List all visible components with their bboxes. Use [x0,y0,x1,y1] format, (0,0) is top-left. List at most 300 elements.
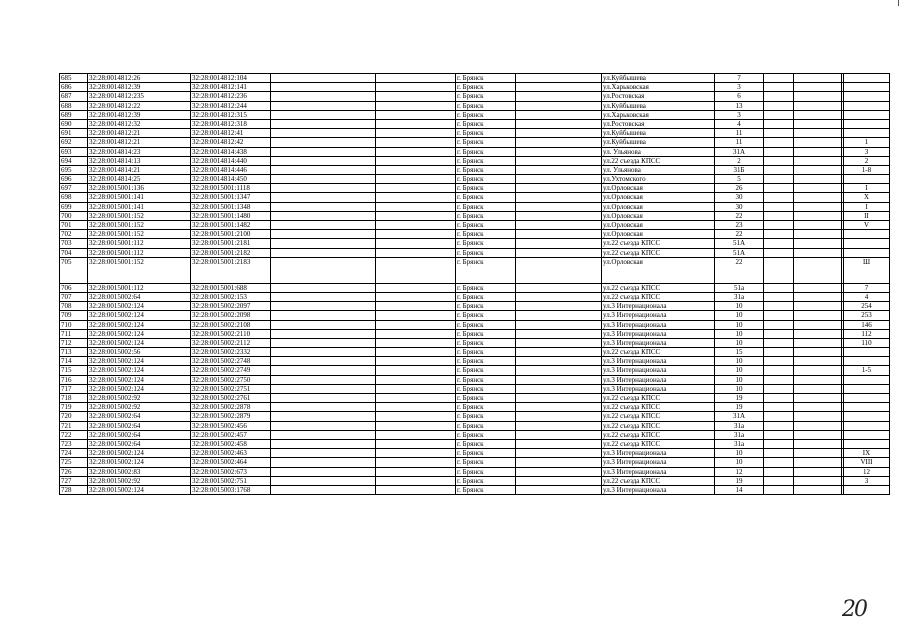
empty-col-d [764,101,794,110]
cadastral-number-object: 32:28:0015002:2332 [191,348,271,357]
empty-col-c [516,357,602,366]
table-row [60,101,890,110]
empty-col-c [516,421,602,430]
row-number: 704 [60,248,88,257]
city-cell: г. Брянск [456,357,516,366]
city-cell: г. Брянск [456,439,516,448]
cadastral-number-object: 32:28:0015001:1348 [191,202,271,211]
apartment-cell [844,412,890,421]
table-row [60,147,890,156]
empty-col-a [271,119,376,128]
row-number: 716 [60,375,88,384]
empty-col-e [794,202,842,211]
house-cell: 22 [715,257,764,283]
empty-col-e [794,449,842,458]
empty-col-e [794,366,842,375]
empty-col-d [764,74,794,83]
empty-col-c [516,248,602,257]
table-row [60,449,890,458]
empty-col-a [271,175,376,184]
empty-col-a [271,412,376,421]
street-cell: ул.3 Интернационала [602,357,715,366]
empty-col-c [516,430,602,439]
apartment-cell [844,403,890,412]
empty-col-d [764,329,794,338]
cadastral-number-parcel: 32:28:0015001:152 [88,257,191,283]
street-cell: ул.3 Интернационала [602,338,715,347]
row-number: 725 [60,458,88,467]
table-row [60,320,890,329]
cadastral-number-object: 32:28:0015002:153 [191,292,271,301]
empty-col-a [271,74,376,83]
empty-col-d [764,230,794,239]
empty-col-c [516,283,602,292]
cadastral-number-object: 32:28:0015002:2098 [191,311,271,320]
house-cell: 3 [715,110,764,119]
empty-col-c [516,467,602,476]
cadastral-number-parcel: 32:28:0014814:23 [88,147,191,156]
empty-col-b [376,119,456,128]
row-number: 715 [60,366,88,375]
empty-col-d [764,202,794,211]
row-number: 692 [60,138,88,147]
empty-col-e [794,384,842,393]
empty-col-b [376,230,456,239]
street-cell: ул. Ульянова [602,165,715,174]
empty-col-d [764,257,794,283]
table-row [60,138,890,147]
empty-col-b [376,110,456,119]
street-cell: ул.3 Интернационала [602,384,715,393]
apartment-cell: 7 [844,283,890,292]
empty-col-d [764,221,794,230]
street-cell: ул.Орловская [602,202,715,211]
city-cell: г. Брянск [456,138,516,147]
empty-col-c [516,449,602,458]
empty-col-e [794,257,842,283]
table-row [60,92,890,101]
row-number: 728 [60,485,88,494]
empty-col-d [764,283,794,292]
cadastral-number-object: 32:28:0015002:2879 [191,412,271,421]
street-cell: ул.3 Интернационала [602,449,715,458]
house-cell: 10 [715,302,764,311]
apartment-cell [844,110,890,119]
house-cell: 22 [715,230,764,239]
apartment-cell [844,384,890,393]
street-cell: ул.3 Интернационала [602,311,715,320]
empty-col-e [794,129,842,138]
street-cell: ул.22 съезда КПСС [602,430,715,439]
empty-col-c [516,83,602,92]
cadastral-number-parcel: 32:28:0014812:21 [88,129,191,138]
street-cell: ул.3 Интернационала [602,329,715,338]
empty-col-a [271,283,376,292]
apartment-cell [844,430,890,439]
street-cell: ул.Куйбышева [602,74,715,83]
empty-col-c [516,92,602,101]
empty-col-b [376,485,456,494]
cadastral-number-parcel: 32:28:0015002:124 [88,329,191,338]
city-cell: г. Брянск [456,283,516,292]
empty-col-c [516,384,602,393]
apartment-cell: 1-5 [844,366,890,375]
empty-col-a [271,184,376,193]
empty-col-c [516,230,602,239]
apartment-cell: I [844,184,890,193]
table-row [60,283,890,292]
table-row [60,375,890,384]
empty-col-e [794,311,842,320]
cadastral-number-parcel: 32:28:0015002:124 [88,311,191,320]
table-row [60,83,890,92]
empty-col-d [764,375,794,384]
empty-col-e [794,156,842,165]
empty-col-a [271,129,376,138]
table-row [60,412,890,421]
street-cell: ул.Куйбышева [602,129,715,138]
empty-col-c [516,348,602,357]
row-number: 707 [60,292,88,301]
empty-col-d [764,211,794,220]
cadastral-number-parcel: 32:28:0015001:141 [88,202,191,211]
cadastral-number-parcel: 32:28:0015002:124 [88,338,191,347]
house-cell: 30 [715,202,764,211]
table-row [60,202,890,211]
house-cell: 31а [715,439,764,448]
empty-col-d [764,394,794,403]
apartment-cell [844,101,890,110]
empty-col-e [794,329,842,338]
empty-col-a [271,311,376,320]
street-cell: ул.22 съезда КПСС [602,476,715,485]
empty-col-c [516,394,602,403]
empty-col-d [764,430,794,439]
city-cell: г. Брянск [456,101,516,110]
city-cell: г. Брянск [456,74,516,83]
street-cell: ул.22 съезда КПСС [602,156,715,165]
cadastral-number-object: 32:28:0014812:41 [191,129,271,138]
empty-col-e [794,248,842,257]
city-cell: г. Брянск [456,119,516,128]
empty-col-b [376,329,456,338]
cadastral-number-object: 32:28:0015001:2100 [191,230,271,239]
empty-col-b [376,338,456,347]
empty-col-c [516,175,602,184]
row-number: 701 [60,221,88,230]
house-cell: 51А [715,239,764,248]
cadastral-number-parcel: 32:28:0015002:64 [88,412,191,421]
table-row [60,175,890,184]
cadastral-number-object: 32:28:0015001:1480 [191,211,271,220]
table-row [60,357,890,366]
empty-col-a [271,302,376,311]
row-number: 694 [60,156,88,165]
empty-col-d [764,302,794,311]
empty-col-b [376,283,456,292]
house-cell: 19 [715,403,764,412]
empty-col-c [516,165,602,174]
empty-col-c [516,74,602,83]
cadastral-number-object: 32:28:0015001:2183 [191,257,271,283]
street-cell: ул.22 съезда КПСС [602,283,715,292]
table-row [60,476,890,485]
cadastral-number-object: 32:28:0014814:440 [191,156,271,165]
row-number: 726 [60,467,88,476]
apartment-cell [844,348,890,357]
street-cell: ул.22 съезда КПСС [602,248,715,257]
empty-col-a [271,239,376,248]
city-cell: г. Брянск [456,485,516,494]
cadastral-number-parcel: 32:28:0015002:124 [88,302,191,311]
house-cell: 10 [715,311,764,320]
cadastral-number-parcel: 32:28:0015001:152 [88,221,191,230]
cadastral-number-object: 32:28:0015002:2751 [191,384,271,393]
cadastral-number-object: 32:28:0015002:2761 [191,394,271,403]
empty-col-a [271,421,376,430]
house-cell: 31а [715,292,764,301]
apartment-cell: 146 [844,320,890,329]
empty-col-e [794,430,842,439]
empty-col-e [794,283,842,292]
table-row [60,430,890,439]
empty-col-b [376,311,456,320]
empty-col-c [516,476,602,485]
empty-col-b [376,476,456,485]
city-cell: г. Брянск [456,184,516,193]
cadastral-number-object: 32:28:0015002:673 [191,467,271,476]
city-cell: г. Брянск [456,165,516,174]
empty-col-d [764,412,794,421]
street-cell: ул.3 Интернационала [602,485,715,494]
row-number: 688 [60,101,88,110]
house-cell: 10 [715,338,764,347]
empty-col-c [516,101,602,110]
cadastral-number-parcel: 32:28:0015001:112 [88,248,191,257]
city-cell: г. Брянск [456,147,516,156]
apartment-cell [844,230,890,239]
table-row [60,311,890,320]
street-cell: ул.22 съезда КПСС [602,394,715,403]
empty-col-d [764,476,794,485]
empty-col-b [376,156,456,165]
house-cell: 30 [715,193,764,202]
empty-col-e [794,175,842,184]
handwritten-page-number: 20 [842,597,866,622]
empty-col-e [794,412,842,421]
city-cell: г. Брянск [456,311,516,320]
row-number: 717 [60,384,88,393]
empty-col-b [376,92,456,101]
apartment-cell: IX [844,449,890,458]
house-cell: 19 [715,394,764,403]
apartment-cell: X [844,193,890,202]
empty-col-a [271,467,376,476]
empty-col-d [764,156,794,165]
empty-col-b [376,165,456,174]
street-cell: ул.22 съезда КПСС [602,412,715,421]
city-cell: г. Брянск [456,467,516,476]
table-row [60,384,890,393]
house-cell: 5 [715,175,764,184]
empty-col-a [271,485,376,494]
empty-col-c [516,129,602,138]
cadastral-number-parcel: 32:28:0015002:64 [88,430,191,439]
table-row [60,302,890,311]
empty-col-b [376,184,456,193]
empty-col-d [764,129,794,138]
street-cell: ул.22 съезда КПСС [602,439,715,448]
row-number: 712 [60,338,88,347]
empty-col-a [271,101,376,110]
cadastral-number-object: 32:28:0014812:315 [191,110,271,119]
empty-col-c [516,366,602,375]
house-cell: 19 [715,476,764,485]
row-number: 722 [60,430,88,439]
empty-col-a [271,394,376,403]
cadastral-number-object: 32:28:0015002:2749 [191,366,271,375]
apartment-cell: Ш [844,257,890,283]
street-cell: ул.Орловская [602,193,715,202]
apartment-cell: 112 [844,329,890,338]
house-cell: 6 [715,92,764,101]
table-row [60,211,890,220]
city-cell: г. Брянск [456,83,516,92]
empty-col-e [794,302,842,311]
empty-col-e [794,74,842,83]
table-row [60,292,890,301]
table-row [60,485,890,494]
city-cell: г. Брянск [456,239,516,248]
house-cell: 10 [715,329,764,338]
cadastral-number-object: 32:28:0015002:2878 [191,403,271,412]
apartment-cell [844,439,890,448]
cadastral-number-object: 32:28:0015002:2110 [191,329,271,338]
city-cell: г. Брянск [456,302,516,311]
city-cell: г. Брянск [456,175,516,184]
empty-col-c [516,193,602,202]
street-cell: ул.Орловская [602,221,715,230]
cadastral-number-object: 32:28:0014812:236 [191,92,271,101]
empty-col-a [271,138,376,147]
apartment-cell: 4 [844,292,890,301]
empty-col-d [764,449,794,458]
street-cell: ул.Ростовская [602,119,715,128]
street-cell: ул.22 съезда КПСС [602,403,715,412]
row-number: 689 [60,110,88,119]
row-number: 697 [60,184,88,193]
empty-col-c [516,211,602,220]
house-cell: 10 [715,320,764,329]
row-number: 720 [60,412,88,421]
cadastral-number-parcel: 32:28:0014814:25 [88,175,191,184]
apartment-cell [844,129,890,138]
cadastral-number-parcel: 32:28:0015002:124 [88,320,191,329]
city-cell: г. Брянск [456,338,516,347]
apartment-cell: 3 [844,476,890,485]
empty-col-c [516,375,602,384]
cadastral-number-object: 32:28:0014814:446 [191,165,271,174]
cadastral-number-parcel: 32:28:0015002:64 [88,292,191,301]
empty-col-e [794,138,842,147]
empty-col-a [271,320,376,329]
apartment-cell [844,175,890,184]
cadastral-number-object: 32:28:0015003:1768 [191,485,271,494]
table-row [60,403,890,412]
city-cell: г. Брянск [456,230,516,239]
empty-col-d [764,311,794,320]
apartment-cell [844,119,890,128]
empty-col-c [516,110,602,119]
empty-col-b [376,449,456,458]
empty-col-e [794,230,842,239]
house-cell: 12 [715,467,764,476]
cadastral-number-object: 32:28:0015002:464 [191,458,271,467]
empty-col-a [271,92,376,101]
empty-col-d [764,92,794,101]
empty-col-d [764,384,794,393]
table-row [60,338,890,347]
cadastral-number-parcel: 32:28:0015002:64 [88,439,191,448]
cadastral-number-parcel: 32:28:0015001:112 [88,283,191,292]
house-cell: 15 [715,348,764,357]
empty-col-c [516,202,602,211]
row-number: 723 [60,439,88,448]
table-row [60,129,890,138]
empty-col-d [764,165,794,174]
apartment-cell: VIII [844,458,890,467]
apartment-cell [844,92,890,101]
empty-col-c [516,119,602,128]
cadastral-number-parcel: 32:28:0015001:152 [88,230,191,239]
street-cell: ул.Куйбышева [602,101,715,110]
empty-col-c [516,329,602,338]
cadastral-number-parcel: 32:28:0014812:39 [88,83,191,92]
empty-col-b [376,458,456,467]
empty-col-c [516,338,602,347]
empty-col-c [516,257,602,283]
street-cell: ул.3 Интернационала [602,366,715,375]
city-cell: г. Брянск [456,366,516,375]
empty-col-e [794,292,842,301]
empty-col-a [271,257,376,283]
apartment-cell: 12 [844,467,890,476]
table-row [60,467,890,476]
cadastral-number-parcel: 32:28:0014812:39 [88,110,191,119]
house-cell: 26 [715,184,764,193]
table-row [60,119,890,128]
empty-col-b [376,193,456,202]
empty-col-a [271,439,376,448]
house-cell: 3 [715,83,764,92]
table-row [60,329,890,338]
cadastral-number-object: 32:28:0015001:2182 [191,248,271,257]
empty-col-e [794,119,842,128]
table-row [60,193,890,202]
row-number: 702 [60,230,88,239]
table-row [60,110,890,119]
table-row [60,230,890,239]
empty-col-d [764,292,794,301]
empty-col-d [764,439,794,448]
empty-col-c [516,292,602,301]
cadastral-number-object: 32:28:0015001:688 [191,283,271,292]
empty-col-a [271,338,376,347]
city-cell: г. Брянск [456,375,516,384]
empty-col-e [794,193,842,202]
empty-col-e [794,403,842,412]
empty-col-b [376,430,456,439]
